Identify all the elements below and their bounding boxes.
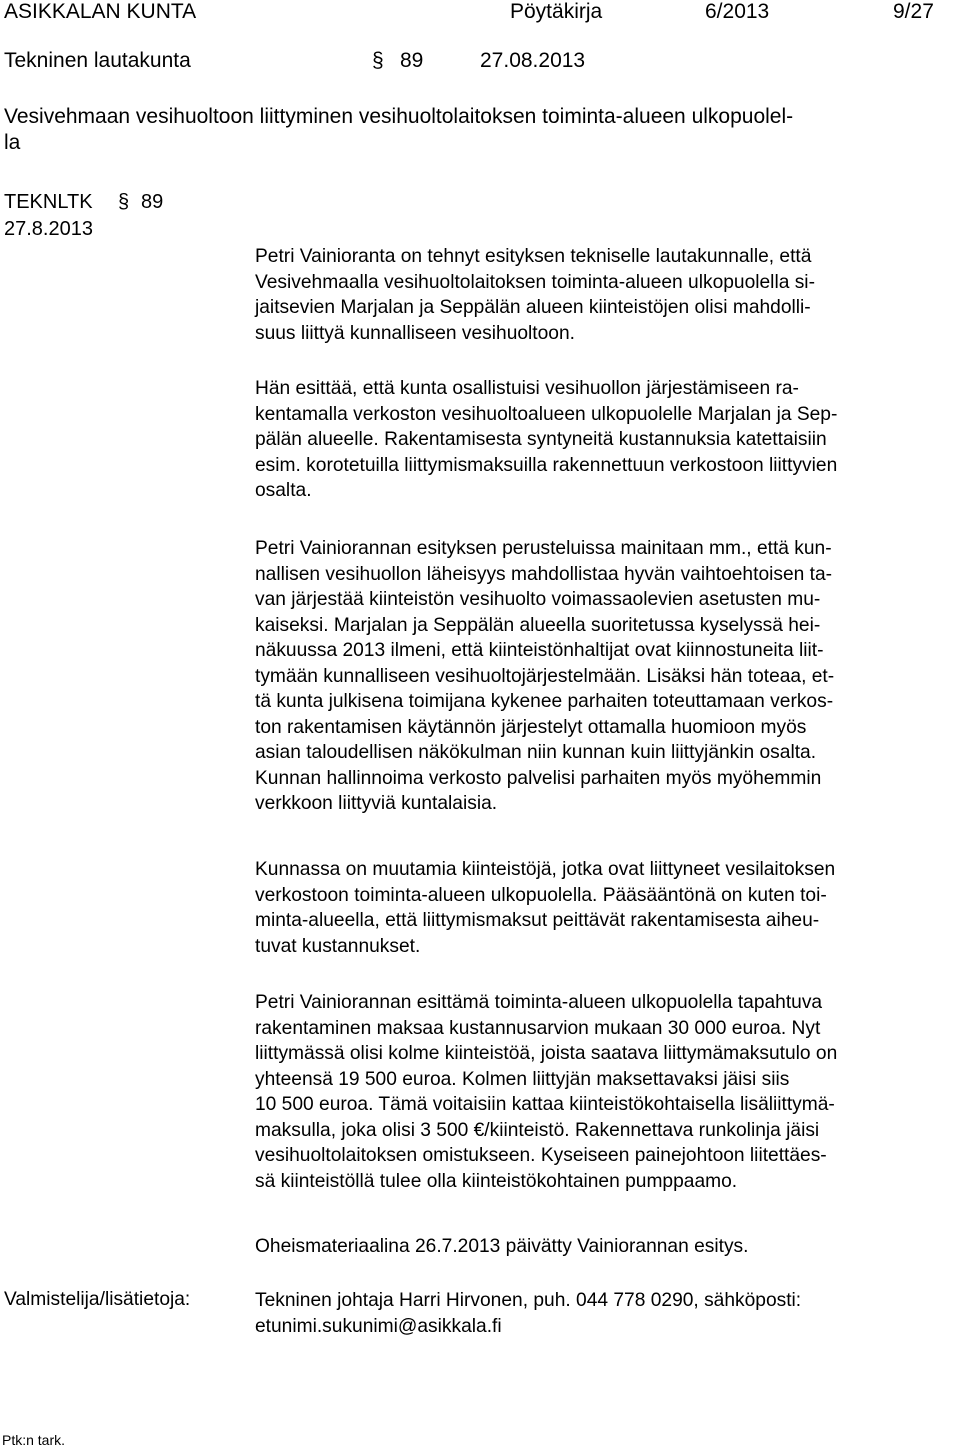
committee-name: Tekninen lautakunta: [4, 49, 191, 72]
reference-date: 27.8.2013: [4, 218, 93, 240]
paragraph-attachment: Oheismateriaalina 26.7.2013 päivätty Vainiorannan esitys.: [255, 1236, 749, 1257]
reference-committee: TEKNLTK: [4, 191, 93, 213]
reference-section-symbol: §: [118, 191, 130, 213]
preparer-label: Valmistelija/lisätietoja:: [4, 1289, 191, 1310]
page-number: 9/27: [893, 0, 934, 23]
paragraph-participation: Hän esittää, että kunta osallistuisi vesihuollon järjestämiseen ra- kentamalla verkoston vesihuoltoalueen ulkopuolelle Marjalan ja Sep- pälän alueelle. Rakentamisesta syntyneitä kustannuksia katettaisiin esim. korotetuilla liittymismaksuilla rakennettuun verkostoon liittyvien osalta.: [255, 378, 838, 501]
paragraph-justification: Petri Vainiorannan esityksen perusteluissa mainitaan mm., että kun- nallisen vesihuollon läheisyys mahdollistaa hyvän vaihtoehtoisen ta- van järjestää kiinteistön vesihuolto voimassaolevien asetusten mu- kaiseksi. Marjalan ja Seppälän alueella suoritetussa kyselyssä hei- näkuussa 2013 ilmeni, että kiinteistönhaltijat ovat kiinnostuneita liit- tymään kunnalliseen vesihuoltojärjestelmään. Lisäksi hän toteaa, et- tä kunta julkisena toimijana kykenee parhaiten toteuttamaan verkos- ton rakentamisen käytännön järjestelyt ottamalla huomioon myös asian taloudellisen näkökulman niin kunnan kuin liittyjänkin osalta. Kunnan hallinnoima verkosto palvelisi parhaiten myös myöhemmin verkkoon liittyviä kuntalaisia.: [255, 538, 835, 814]
organization-name: ASIKKALAN KUNTA: [4, 0, 197, 23]
document-title: [4, 104, 954, 156]
paragraph-proposal: Petri Vainioranta on tehnyt esityksen tekniselle lautakunnalle, että Vesivehmaalla vesihuoltolaitoksen toiminta-alueen ulkopuolella si- jaitsevien Marjalan ja Seppälän alueen kiinteistöjen olisi mahdolli- suus liittyä kunnalliseen vesihuoltoon.: [255, 246, 815, 344]
paragraph-costs: Petri Vainiorannan esittämä toiminta-alueen ulkopuolella tapahtuva rakentaminen maksaa kustannusarvion mukaan 30 000 euroa. Nyt liittymässä olisi kolme kiinteistöä, joista saatava liittymämaksutulo on yhteensä 19 500 euroa. Kolmen liittyjän maksettavaksi jäisi siis 10 500 euroa. Tämä voitaisiin kattaa kiinteistökohtaisella lisäliittymä- maksulla, joka olisi 3 500 €/kiinteistö. Rakennettava runkolinja jäisi vesihuoltolaitoksen omistukseen. Kyseiseen painejohtoon liitettäes- sä kiinteistöllä tulee olla kiinteistökohtainen pumppaamo.: [255, 992, 838, 1192]
title-text: Vesivehmaan vesihuoltoon liittyminen vesihuoltolaitoksen toiminta-alueen ulkopuolel- la: [4, 105, 794, 154]
document-type: Pöytäkirja: [510, 0, 603, 23]
document-number: 6/2013: [705, 0, 770, 23]
paragraph-existing-connections: Kunnassa on muutamia kiinteistöjä, jotka ovat liittyneet vesilaitoksen verkostoon toiminta-alueen ulkopuolella. Pääsääntönä on kuten toi- minta-alueella, että liittymismaksut peittävät rakentamisesta aiheu- tuvat kustannukset.: [255, 859, 836, 957]
section-number: 89: [400, 49, 424, 72]
section-symbol: §: [372, 49, 384, 72]
preparer-contact: Tekninen johtaja Harri Hirvonen, puh. 044 778 0290, sähköposti: etunimi.sukunimi@asikkala.fi: [255, 1290, 802, 1337]
meeting-date: 27.08.2013: [480, 49, 586, 72]
reference-section: 89: [141, 191, 164, 213]
footer-check-mark: Ptk:n tark.: [2, 1432, 66, 1448]
